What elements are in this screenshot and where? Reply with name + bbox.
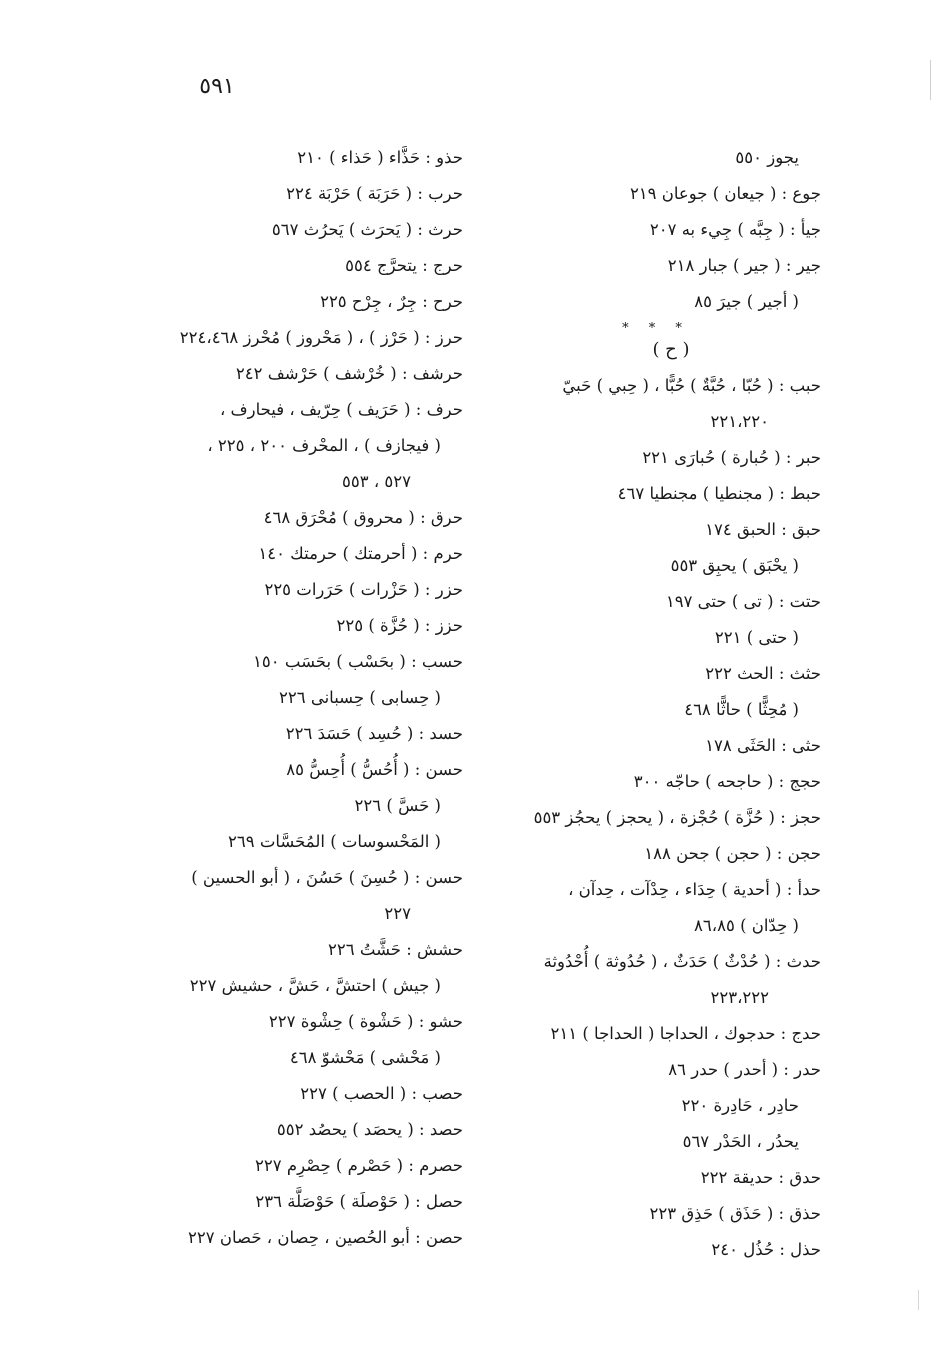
index-entry: ( حَسَّ ) ٢٢٦ [354, 796, 441, 815]
index-entry: ٢٢٧ [384, 904, 411, 923]
index-entry: ( المَحْسوسات ) المُحَسَّات ٢٦٩ [228, 832, 441, 851]
index-entry: جير : ( جير ) جبار ٢١٨ [667, 256, 821, 275]
index-entry: حدج : حدجوك ، الحداجا ( الحداجا ) ٢١١ [550, 1024, 821, 1043]
index-entry: حذق : ( حَذَق ) حَذِق ٢٢٣ [649, 1204, 821, 1223]
edge-mark [930, 60, 931, 100]
index-entry: حذو : حَذَّاء ( حَذاء ) ٢١٠ [297, 148, 463, 167]
index-entry: حرب : ( حَرَبَة ) حَرْبَة ٢٢٤ [286, 184, 463, 203]
index-entry: حرم : ( أحرمتك ) حرمتك ١٤٠ [258, 544, 463, 563]
index-entry: ( حتى ) ٢٢١ [714, 628, 799, 647]
index-entry: حصرم : ( حَصْرم ) حِصْرِم ٢٢٧ [255, 1156, 463, 1175]
index-entry: ٢٢٣،٢٢٢ [710, 988, 769, 1007]
section-heading: ( ح ) [652, 339, 690, 360]
index-entry: جوع : ( جيعان ) جوعان ٢١٩ [629, 184, 821, 203]
index-entry: ٥٢٧ ، ٥٥٣ [341, 472, 411, 491]
index-entry: ( مَحْشى ) مَحْشوّ ٤٦٨ [289, 1048, 441, 1067]
index-entry: حسن : ( حُسِنَ ) حَسُنَ ، ( أبو الحسين ) [191, 868, 463, 887]
index-entry: حجن : ( حجن ) جحن ١٨٨ [644, 844, 821, 863]
index-entry: حجج : ( حاجحه ) حاجّه ٣٠٠ [633, 772, 821, 791]
index-entry: حزز : ( حُزَّة ) ٢٢٥ [336, 616, 463, 635]
index-entry: حبق : الحبق ١٧٤ [705, 520, 821, 539]
index-column-right [521, 143, 821, 1271]
index-entry: حبر : ( حُبارة ) حُبارَى ٢٢١ [642, 448, 821, 467]
index-entry: حجز : ( حُزَّة ) حُجْزة ، ( يحجز ) يحجُز ٥٥٣ [533, 808, 821, 827]
index-entry: حبب : ( حُبّا ، حُبَّةٌ ) حُبًّا ، ( حِبي ) حَبيّ [562, 376, 821, 395]
index-entry: حرشف : ( خُرْشف ) حَرْشف ٢٤٢ [235, 364, 463, 383]
index-entry: حذل : حُذُل ٢٤٠ [711, 1240, 821, 1259]
index-entry: حصل : ( حَوْصلَة ) حَوْصَلَّة ٢٣٦ [255, 1192, 463, 1211]
index-entry: ( مُحِثًّا ) حاثًّا ٤٦٨ [684, 700, 799, 719]
index-entry: ( فيجازف ) ، المحْرف ٢٠٠ ، ٢٢٥ ، [207, 436, 441, 455]
index-entry: حسن : ( أُحُسُّ ) أُحِسُّ ٨٥ [286, 760, 463, 779]
index-entry: حشو : ( حَشْوة ) حِشْوة ٢٢٧ [268, 1012, 463, 1031]
index-entry: حرج : يتحرَّج ٥٥٤ [345, 256, 463, 275]
index-entry: حصب : ( الحصب ) ٢٢٧ [300, 1084, 463, 1103]
index-entry: حزر : ( حَزْرات ) حَرَرات ٢٢٥ [264, 580, 463, 599]
index-entry: حدق : حديقة ٢٢٢ [700, 1168, 821, 1187]
index-entry: ( أجير ) جيرَ ٨٥ [694, 292, 799, 311]
index-entry: حدر : ( أحدر ) حدر ٨٦ [668, 1060, 821, 1079]
section-separator: * * * [622, 321, 690, 336]
page-number: ٥٩١ [199, 74, 235, 99]
index-entry: حصد : ( يحصَد ) يحصُد ٥٥٢ [276, 1120, 463, 1139]
index-entry: حتت : ( تى ) حتى ١٩٧ [665, 592, 821, 611]
index-entry: حسب : ( بحَسْب ) بحَسَب ١٥٠ [253, 652, 463, 671]
index-entry: ( حِدّان ) ٨٦،٨٥ [694, 916, 799, 935]
index-entry: حرز : ( حَرْز ) ، ( مَحْروز ) مُحْرز ٢٢٤،٤٦٨ [179, 328, 463, 347]
index-entry: حدث : ( حُدْثٌ ) حَدَثٌ ، ( حُدُوثة ) أُحْدُوثة [543, 952, 821, 971]
index-entry: حرق : ( محروق ) مُحْرَق ٤٦٨ [263, 508, 463, 527]
index-column-left [153, 143, 463, 1259]
index-entry: ٢٢١،٢٢٠ [710, 412, 769, 431]
index-entry: حرث : ( يَحرَث ) يَحرُث ٥٦٧ [271, 220, 463, 239]
index-entry: يجوز ٥٥٠ [735, 148, 799, 167]
index-entry: ( حِسابى ) حِسبانى ٢٢٦ [278, 688, 441, 707]
index-entry: ( جيش ) احتشَّ ، حَشَّ ، حشيش ٢٢٧ [189, 976, 441, 995]
index-entry: حدأ : ( أحدية ) حِدَاء ، حِدْآت ، حِدآن ، [568, 880, 821, 899]
index-entry: حبط : ( مجنطيا ) مجنطيا ٤٦٧ [617, 484, 821, 503]
index-entry: حسد : ( حُسِد ) حَسَدَ ٢٢٦ [285, 724, 463, 743]
index-entry: حثث : الحث ٢٢٢ [705, 664, 821, 683]
index-entry: حصن : أبو الحُصين ، حِصان ، حَصان ٢٢٧ [188, 1228, 463, 1247]
index-entry: حرف : ( حَرَيف ) حِرّيف ، فيحارف ، [219, 400, 463, 419]
index-entry: حرح : جِرٌ ، جِرْح ٢٢٥ [320, 292, 463, 311]
index-entry: حشش : حَشَّتُ ٢٢٦ [328, 940, 463, 959]
index-entry: ( يحْبَق ) يحبِق ٥٥٣ [670, 556, 799, 575]
index-entry: يحدُر ، الحَدْر ٥٦٧ [682, 1132, 799, 1151]
index-entry: حادِر ، حَادِرة ٢٢٠ [681, 1096, 799, 1115]
index-entry: جيأ : ( جِبَّه ) جِيء به ٢٠٧ [649, 220, 821, 239]
index-entry: حثى : الحَثَى ١٧٨ [705, 736, 821, 755]
edge-mark [918, 1290, 919, 1310]
